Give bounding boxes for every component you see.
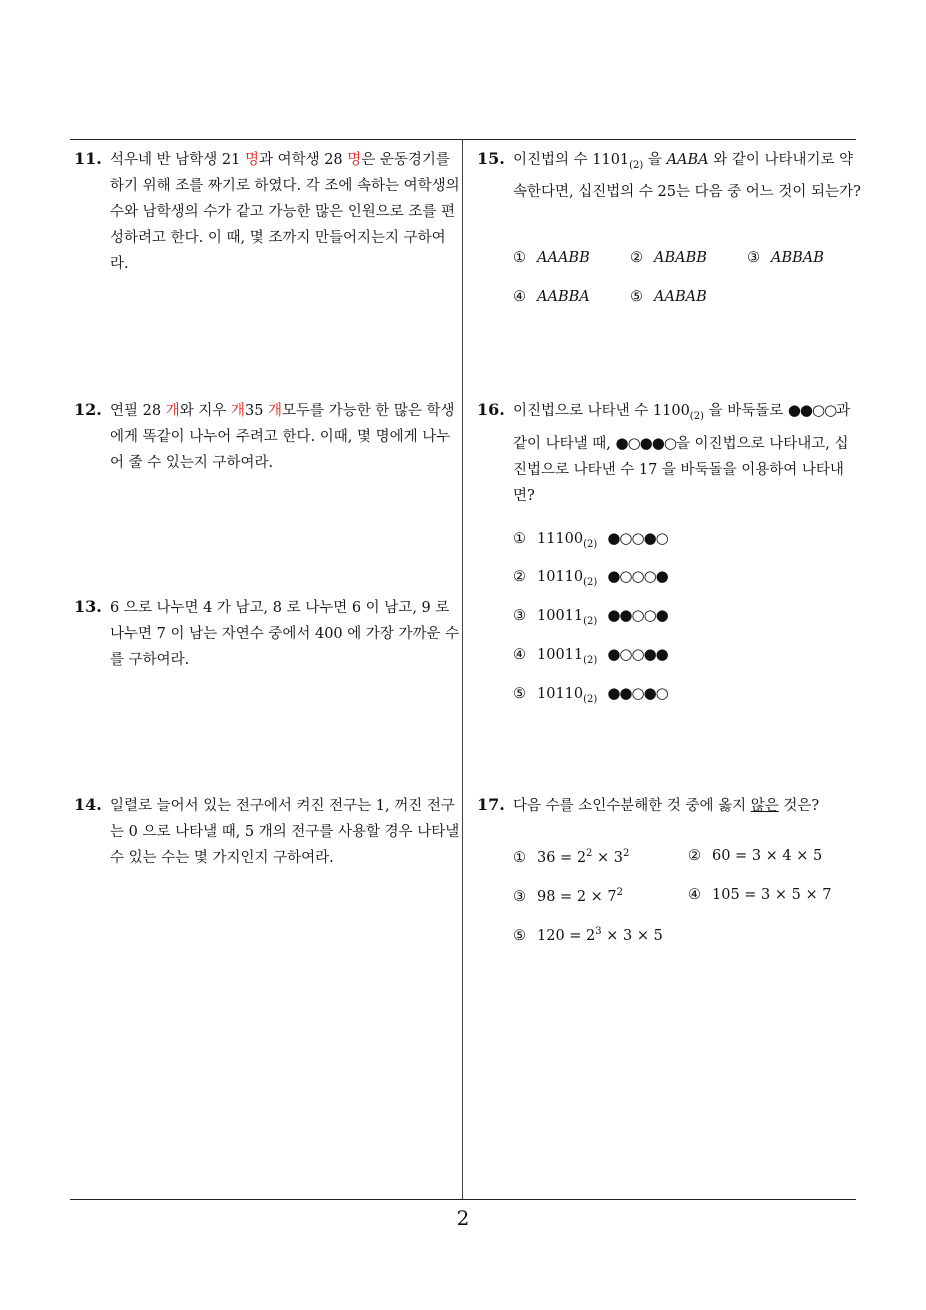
choice-3[interactable]: ③ ABBAB bbox=[747, 250, 824, 266]
question-12: 12. 연필 28 개와 지우 개35 개모두를 가능한 한 많은 학생에게 똑같이 나누어 주려고 한다. 이때, 몇 명에게 나누어 줄 수 있는지 구하여라. bbox=[74, 397, 460, 476]
bottom-rule bbox=[70, 1199, 856, 1200]
choice-4[interactable]: ④ AABBA bbox=[513, 289, 590, 305]
choice-2[interactable]: ② ABABB bbox=[630, 250, 707, 266]
go-stones: ●○○○● bbox=[607, 567, 668, 585]
highlight-unit: 개 bbox=[230, 403, 245, 419]
question-number: 15. bbox=[477, 149, 505, 168]
choice-5[interactable]: ⑤ $120 = 2^3 \times 3 \times 5$ bbox=[513, 926, 663, 944]
choice-5[interactable]: ⑤ AABAB bbox=[630, 289, 707, 305]
go-stones: ●●○●○ bbox=[607, 684, 668, 702]
column-divider bbox=[462, 139, 463, 1200]
question-11: 11. 석우네 반 남학생 21 명과 여학생 28 명은 운동경기를 하기 위해 조를 짜기로 하였다. 각 조에 속하는 여학생의 수와 남학생의 수가 같고 가능한 많은 인원으로 조를 편성하려고 한다. 이 때, 몇 조까지 만들어지는지 구하여라. bbox=[74, 146, 460, 277]
choice-1[interactable]: ① $36 = 2^2 \times 3^2$ bbox=[513, 848, 630, 866]
question-17: 17. 다음 수를 소인수분해한 것 중에 옳지 않은 것은? bbox=[477, 792, 861, 819]
highlight-unit: 명 bbox=[347, 152, 362, 168]
question-number: 11. bbox=[74, 149, 102, 168]
choice-3[interactable]: ③ $98 = 2 \times 7^2$ bbox=[513, 887, 624, 905]
go-stones: ●○○●○ bbox=[607, 529, 668, 547]
go-stones: ●●○○ bbox=[787, 401, 837, 419]
underlined-word: 않은 bbox=[750, 798, 779, 814]
highlight-unit: 개 bbox=[268, 403, 283, 419]
choice-3[interactable]: ③ $10011_{(2)}$ ●●○○● bbox=[513, 606, 668, 627]
question-number: 13. bbox=[74, 597, 102, 616]
top-rule bbox=[70, 139, 856, 140]
highlight-unit: 개 bbox=[165, 403, 180, 419]
question-13: 13. 6 으로 나누면 4 가 남고, 8 로 나누면 6 이 남고, 9 로 나누면 7 이 남는 자연수 중에서 400 에 가장 가까운 수를 구하여라. bbox=[74, 594, 460, 673]
choice-1[interactable]: ① AAABB bbox=[513, 250, 590, 266]
choice-4[interactable]: ④ $10011_{(2)}$ ●○○●● bbox=[513, 645, 668, 666]
question-number: 17. bbox=[477, 795, 505, 814]
question-16: 16. 이진법으로 나타낸 수 $1100_{(2)}$ 을 바둑돌로 ●●○○과 같이 나타낼 때, ●○●●○을 이진법으로 나타내고, 십진법으로 나타낸 수 17 을 바둑돌을 이용하여 나타내면? bbox=[477, 397, 861, 509]
question-number: 12. bbox=[74, 400, 102, 419]
question-number: 14. bbox=[74, 795, 102, 814]
question-15: 15. 이진법의 수 $1101_{(2)}$ 을 AABA 와 같이 나타내기로 약속한다면, 십진법의 수 25는 다음 중 어느 것이 되는가? bbox=[477, 146, 861, 205]
choice-5[interactable]: ⑤ $10110_{(2)}$ ●●○●○ bbox=[513, 684, 668, 705]
question-number: 16. bbox=[477, 400, 505, 419]
choice-1[interactable]: ① $11100_{(2)}$ ●○○●○ bbox=[513, 529, 668, 550]
go-stones: ●○●●○ bbox=[615, 433, 676, 452]
highlight-unit: 명 bbox=[244, 152, 259, 168]
page-number: 2 bbox=[456, 1206, 470, 1230]
question-14: 14. 일렬로 늘어서 있는 전구에서 켜진 전구는 1, 꺼진 전구는 0 으로 나타낼 때, 5 개의 전구를 사용할 경우 나타낼 수 있는 수는 몇 가지인지 구하여라. bbox=[74, 792, 460, 871]
go-stones: ●○○●● bbox=[607, 645, 668, 663]
choice-4[interactable]: ④ 105 = 3 × 5 × 7 bbox=[688, 887, 832, 903]
choice-2[interactable]: ② $10110_{(2)}$ ●○○○● bbox=[513, 567, 668, 588]
go-stones: ●●○○● bbox=[607, 606, 668, 624]
choice-2[interactable]: ② 60 = 3 × 4 × 5 bbox=[688, 848, 823, 864]
